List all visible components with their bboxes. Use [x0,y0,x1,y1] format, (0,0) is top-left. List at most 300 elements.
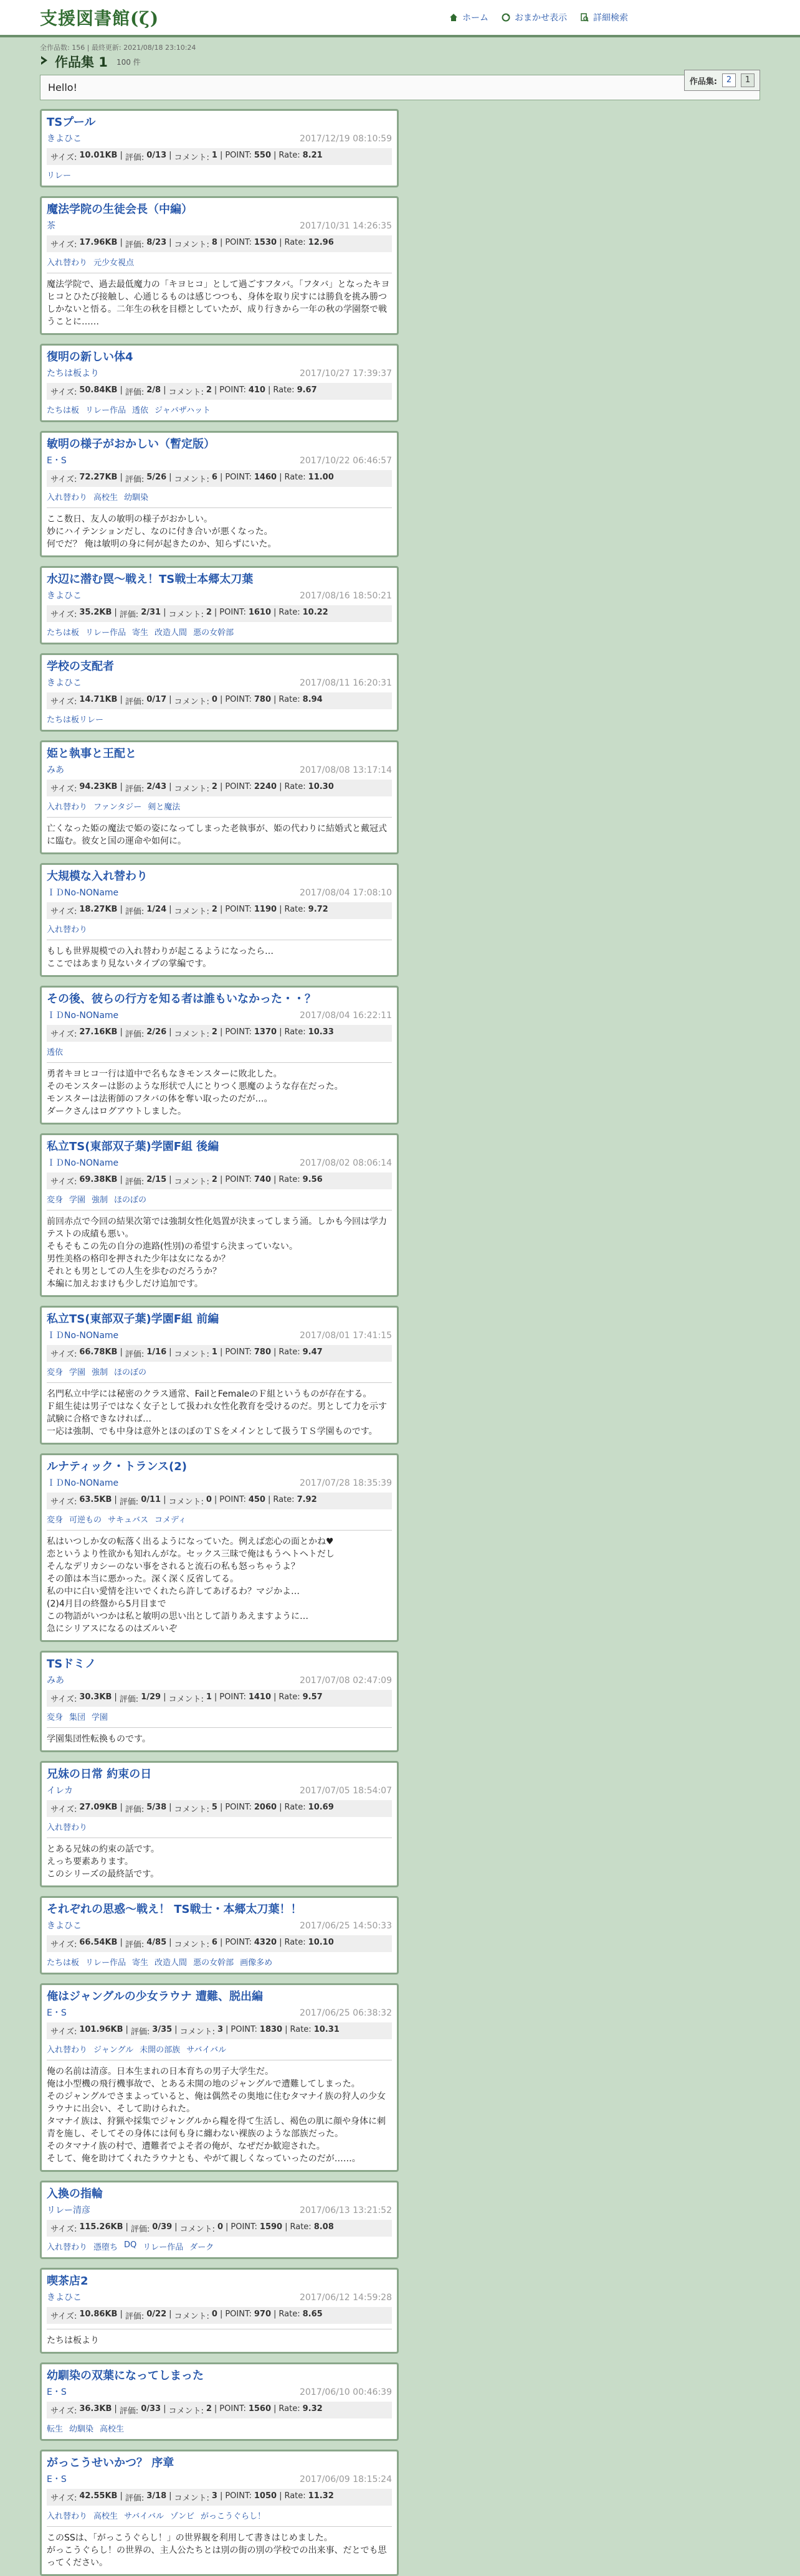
tag-link[interactable]: ファンタジー [93,803,142,812]
search-icon [579,12,589,22]
size-label: サイズ: [50,785,77,794]
entry-comments: 5 [211,1803,217,1812]
size-label: サイズ: [50,2494,77,2503]
point-label: POINT: [219,1495,246,1504]
tag-link[interactable]: ダーク [189,2243,214,2252]
stat-separator: | [219,238,223,247]
entry-date: 2017/06/12 14:59:28 [299,2293,392,2303]
stat-separator: | [163,385,166,395]
entry-rating: 1/16 [146,1347,167,1357]
tag-link[interactable]: 変身 [47,1368,64,1377]
entry-title-link[interactable]: がっこうせいかつ？ 序章 [47,2456,174,2470]
entry-date: 2017/10/31 14:26:35 [299,221,392,231]
size-label: サイズ: [50,475,77,484]
tag-link[interactable]: 改造人間 [155,628,188,638]
stat-separator: | [219,1027,223,1037]
entry-title-link[interactable]: TSドミノ [47,1658,97,1671]
stat-separator: | [114,608,117,617]
tag-link[interactable]: たちは板 [47,406,80,415]
tag-link[interactable]: 悪の女幹部 [193,1958,234,1968]
rate-label: Rate: [290,2025,312,2034]
tag-link[interactable]: 可逆もの [69,1516,102,1525]
tag-link[interactable]: 学園 [69,1368,86,1377]
tag-link[interactable]: ほのぼの [114,1368,147,1377]
entry-byline [47,219,392,232]
entry-title-link[interactable]: 私立TS(東部双子葉)学園F組 前編 [47,1313,219,1326]
entry-rating: 5/38 [146,1803,167,1812]
point-label: POINT: [225,905,252,914]
stat-separator: | [120,905,123,914]
entry-date: 2017/08/01 17:41:15 [299,1331,392,1341]
entry-stats [47,1800,392,1817]
entry-rate: 8.08 [313,2222,334,2232]
tag-link[interactable]: 改造人間 [155,1958,188,1968]
entry-comments: 0 [211,2309,217,2319]
tag-link[interactable]: 寄生 [132,1958,149,1968]
stat-separator: | [274,695,277,704]
entry-card [40,196,399,335]
entry-stats [47,902,392,919]
entry-date: 2017/07/08 02:47:09 [299,1676,392,1686]
tag-link[interactable]: 透依 [47,1048,64,1057]
entry-title-link[interactable]: 魔法学院の生徒会長（中編） [47,203,193,216]
tag-link[interactable]: 画像多め [240,1958,273,1968]
stat-separator: | [279,1938,282,1947]
tag-link[interactable]: サバイバル [186,2045,227,2055]
entry-byline [47,676,392,689]
entry-rating: 2/43 [146,782,167,791]
stat-separator: | [125,2222,128,2232]
entry-author[interactable]: たちは板より [47,369,99,379]
entry-description: もしも世界規模での入れ替わりが起こるようになったら… ここではあまり見ないタイプの掌編です。 [47,940,392,970]
tag-link[interactable]: リレー [47,171,72,181]
tag-link[interactable]: 入れ替わり [47,803,88,812]
tag-link[interactable]: ほのぼの [114,1196,147,1205]
entry-point: 4320 [254,1938,277,1947]
tag-link[interactable]: リレー作品 [85,1958,126,1968]
stat-separator: | [279,1027,282,1037]
stat-separator: | [125,2025,128,2034]
stat-separator: | [279,473,282,482]
tag-link[interactable]: たちは板リレー [47,715,104,725]
entry-stats [47,2489,392,2506]
entry-size: 14.71KB [79,695,118,704]
stat-separator: | [219,2309,223,2319]
tag-link[interactable]: 透依 [132,406,149,415]
entry-title-link[interactable]: TSプール [47,116,96,129]
entry-rate: 9.67 [297,385,317,395]
entry-card [40,1651,399,1752]
entry-rate: 11.00 [308,473,334,482]
entry-title-link[interactable]: 兄妹の日常 約束の日 [47,1768,152,1781]
entry-rating: 1/24 [146,905,167,914]
entry-author[interactable]: ＩＤNo-NOName [47,1011,119,1021]
entry-card [40,986,399,1125]
entry-rating: 0/39 [152,2222,173,2232]
entry-rate: 8.21 [302,151,323,160]
entry-point: 1830 [259,2025,283,2034]
meta-line: 全作品数: 156 | 最終更新: 2021/08/18 23:10:24 [40,44,196,52]
entry-title-link[interactable]: 俺はジャングルの少女ラウナ 遭難、脱出編 [47,1990,264,2003]
tag-link[interactable]: 幼馴染 [124,493,149,502]
entry-comments: 2 [211,782,217,791]
stat-separator: | [279,238,282,247]
tag-link[interactable]: 未開の部族 [140,2045,181,2055]
entry-tags [47,256,392,268]
entry-point: 1590 [259,2222,283,2232]
entry-rating: 3/18 [146,2491,167,2501]
stat-separator: | [169,905,172,914]
stat-separator: | [214,1495,217,1504]
entry-title-link[interactable]: 入換の指輪 [47,2187,103,2201]
entry-comments: 2 [211,905,217,914]
rate-label: Rate: [279,151,300,160]
announcement-box: Hello! [40,75,760,100]
tag-link[interactable]: DQ [124,2240,137,2250]
size-label: サイズ: [50,1805,77,1814]
rate-label: Rate: [279,2404,300,2413]
entry-card [40,1896,399,1974]
stat-separator: | [163,2404,166,2413]
stat-separator: | [267,385,271,395]
entry-rate: 9.57 [302,1692,323,1702]
entry-author[interactable]: イレカ [47,1786,73,1796]
comments-label: コメント: [174,475,209,484]
size-label: サイズ: [50,1940,77,1950]
entry-size: 36.3KB [79,2404,112,2413]
stat-separator: | [219,905,223,914]
stat-separator: | [169,1347,172,1357]
entry-size: 35.2KB [79,608,112,617]
entry-stats [47,692,392,709]
entry-date: 2017/08/16 18:50:21 [299,591,392,601]
rate-label: Rate: [284,1803,306,1812]
entry-comments: 1 [211,151,217,160]
entry-card [40,863,399,977]
entry-point: 1610 [248,608,272,617]
entry-stats [47,780,392,796]
entry-byline [47,454,392,466]
rating-label: 評価: [125,907,145,917]
stat-separator: | [279,2491,282,2501]
entry-author[interactable]: ＩＤNo-NOName [47,1331,119,1341]
rate-label: Rate: [284,2491,306,2501]
nav-search-link[interactable] [579,11,628,24]
tag-link[interactable]: 強制 [92,1196,108,1205]
entry-size: 66.54KB [79,1938,118,1947]
stat-separator: | [169,2309,172,2319]
entry-comments: 3 [211,2491,217,2501]
entry-point: 1190 [254,905,277,914]
entry-title-link[interactable]: 水辺に潜む罠～戦え！TS戦士本郷太刀葉 [47,573,254,586]
entry-author[interactable]: ＩＤNo-NOName [47,1478,119,1488]
entry-title-link[interactable]: 喫茶店2 [47,2275,88,2288]
tag-link[interactable]: 入れ替わり [47,2243,88,2252]
rate-label: Rate: [284,782,306,791]
tag-link[interactable]: 高校生 [93,493,118,502]
entry-size: 50.84KB [79,385,118,395]
size-label: サイズ: [50,153,77,163]
comments-label: コメント: [168,388,204,397]
stat-separator: | [219,473,223,482]
tag-link[interactable]: 集団 [69,1713,86,1722]
entry-date: 2017/06/13 13:21:52 [299,2206,392,2215]
tag-link[interactable]: 入れ替わり [47,493,88,502]
entry-comments: 2 [211,1175,217,1184]
entry-tags [47,2240,392,2252]
entry-rating: 5/26 [146,473,167,482]
tag-link[interactable]: 憑堕ち [93,2243,118,2252]
entry-author[interactable]: E・S [47,2387,67,2397]
rating-label: 評価: [125,475,145,484]
entry-rate: 7.92 [297,1495,317,1504]
tag-link[interactable]: 学園 [92,1713,108,1722]
entry-point: 2240 [254,782,277,791]
entry-date: 2017/06/25 06:38:32 [299,2008,392,2018]
entry-comments: 0 [217,2222,223,2232]
stat-separator: | [214,1692,217,1702]
stat-separator: | [120,1347,123,1357]
entry-author[interactable]: みあ [47,765,64,775]
stat-separator: | [120,385,123,395]
entry-date: 2017/07/05 18:54:07 [299,1786,392,1796]
shuffle-icon [501,12,511,22]
tag-link[interactable]: たちは板 [47,1958,80,1968]
entry-byline [47,589,392,602]
tag-link[interactable]: 入れ替わり [47,2512,88,2521]
stat-separator: | [214,608,217,617]
entry-rating: 0/13 [146,151,167,160]
entry-title-link[interactable]: その後、彼らの行方を知る者は誰もいなかった・・？ [47,993,316,1006]
entry-title-link[interactable]: 私立TS(東部双子葉)学園F組 後編 [47,1140,219,1153]
point-label: POINT: [219,1692,246,1702]
entry-stats [47,470,392,487]
tag-link[interactable]: 変身 [47,1713,64,1722]
stat-separator: | [219,2491,223,2501]
tag-link[interactable]: たちは板 [47,628,80,638]
entry-description: 勇者キヨヒコ一行は道中で名もなきモンスターに敗北した。 そのモンスターは影のような形状で人にとりつく悪魔のような存在だった。 モンスターは法術師のフタバの体を奪い取ったのだが…。 ダークさんはログアウトしました。 [47,1062,392,1118]
entry-author[interactable]: きよひこ [47,678,82,688]
tag-link[interactable]: リレー作品 [85,406,126,415]
entry-title-link[interactable]: それぞれの思惑～戦え！ TS戦士・本郷太刀葉！！ [47,1903,302,1916]
page-2-button[interactable]: 2 [722,73,736,87]
rating-label: 評価: [125,1030,145,1039]
tag-link[interactable]: 変身 [47,1516,64,1525]
chevron-right-icon [40,55,49,68]
entry-title-link[interactable]: 姫と執事と王配と [47,747,136,760]
entry-byline [47,1784,392,1796]
comments-label: コメント: [168,2407,204,2416]
entry-byline [47,1156,392,1169]
point-label: POINT: [225,1803,252,1812]
tag-link[interactable]: 高校生 [100,2425,125,2434]
rating-label: 評価: [119,610,139,620]
tag-link[interactable]: 幼馴染 [69,2425,94,2434]
entry-size: 42.55KB [79,2491,118,2501]
tag-link[interactable]: 強制 [92,1368,108,1377]
entry-author[interactable]: リレー清彦 [47,2206,90,2215]
entry-point: 970 [254,2309,272,2319]
stat-separator: | [219,1938,223,1947]
entry-tags [47,491,392,502]
stat-separator: | [169,1175,172,1184]
size-label: サイズ: [50,1030,77,1039]
entry-rating: 3/35 [152,2025,173,2034]
section-header [40,51,760,72]
stat-separator: | [279,782,282,791]
tag-link[interactable]: ジャバザハット [155,406,211,415]
tag-link[interactable]: サキュバス [108,1516,149,1525]
point-label: POINT: [225,473,252,482]
tag-link[interactable]: サバイバル [124,2512,164,2521]
entry-author[interactable]: ＩＤNo-NOName [47,888,119,898]
entry-date: 2017/12/19 08:10:59 [299,134,392,144]
rate-label: Rate: [279,1347,300,1357]
entry-description: たちは板より [47,2329,392,2347]
entry-description: 前回赤点で今回の結果次第では強制女性化処置が決まってしまう涌。しかも今回は学力テストの成績も悪い。 そもそもこの先の自分の進路(性別)の希望すら決まっていない。 男性美格の格印を押された少年は女になるか？ それとも男としての人生を歩むのだろうか？ 本編に加えおまけも少しだけ追加です。 [47,1210,392,1290]
entry-comments: 3 [217,2025,223,2034]
nav-home-link[interactable] [449,11,488,24]
stat-separator: | [169,238,172,247]
stat-separator: | [174,2222,178,2232]
comments-label: コメント: [174,2312,209,2321]
tag-link[interactable]: 寄生 [132,628,149,638]
entry-tags [47,2422,392,2434]
entry-comments: 1 [206,1692,212,1702]
stat-separator: | [120,1027,123,1037]
stat-separator: | [226,2025,229,2034]
entry-card [40,1133,399,1297]
entry-point: 740 [254,1175,272,1184]
entry-author[interactable]: きよひこ [47,1921,82,1931]
entry-title-link[interactable]: 学校の支配者 [47,660,114,673]
point-label: POINT: [225,151,252,160]
top-nav [449,11,628,24]
entry-description: 名門私立中学には秘密のクラス通常、FailとFemaleのＦ組というものが存在する。 Ｆ組生徒は男子ではなく女子として扱われ女性化教育を受けるのだ。男として力を示す試験に合格できなければ… 一応は強制、でも中身は意外とほのぼのＴＳをメインとして扱うＴＳ学園ものです。 [47,1382,392,1438]
tag-link[interactable]: コメディ [155,1516,187,1525]
entry-title-link[interactable]: 大規模な入れ替わり [47,870,148,883]
point-label: POINT: [225,2309,252,2319]
entry-date: 2017/06/25 14:50:33 [299,1921,392,1931]
entry-comments: 2 [211,1027,217,1037]
point-label: POINT: [225,1027,252,1037]
entry-size: 18.27KB [79,905,118,914]
point-label: POINT: [219,2404,246,2413]
stat-separator: | [120,473,123,482]
size-label: サイズ: [50,240,77,250]
entry-size: 27.16KB [79,1027,118,1037]
stat-separator: | [169,473,172,482]
entry-stats [47,605,392,622]
entry-rate: 10.69 [308,1803,334,1812]
entry-size: 72.27KB [79,473,118,482]
rating-label: 評価: [130,2027,150,2037]
entry-author[interactable]: きよひこ [47,134,82,144]
size-label: サイズ: [50,1695,77,1704]
tag-link[interactable]: 入れ替わり [47,258,88,268]
tag-link[interactable]: 剣と魔法 [148,803,181,812]
tag-link[interactable]: 悪の女幹部 [193,628,234,638]
tag-link[interactable]: がっこうぐらし！ [201,2512,266,2521]
rate-label: Rate: [284,238,306,247]
entry-rating: 2/8 [146,385,161,395]
entry-date: 2017/06/10 00:46:39 [299,2387,392,2397]
entry-description: 学園集団性転換ものです。 [47,1727,392,1745]
comments-label: コメント: [174,1940,209,1950]
entry-size: 69.38KB [79,1175,118,1184]
entry-rating: 0/17 [146,695,167,704]
entry-title-link[interactable]: ルナティック・トランス(2) [47,1460,187,1473]
point-label: POINT: [225,695,252,704]
rate-label: Rate: [279,695,300,704]
entry-description: 魔法学院で、過去最低魔力の「キヨヒコ」として過ごすフタバ。「フタバ」となったキヨヒコとひたび接触し、心通じるものは感じつつも、身体を取り戻すには勝負を挑み勝つしかないと悟る。二年生の秋を目標としていたが、成り行きから一年の秋の学園祭で戦うことに…… [47,273,392,328]
comments-label: コメント: [174,240,209,250]
entry-author[interactable]: E・S [47,456,67,466]
entry-comments: 0 [206,1495,212,1504]
size-label: サイズ: [50,2407,77,2416]
tag-link[interactable]: 入れ替わり [47,1823,88,1833]
stat-separator: | [226,2222,229,2232]
entry-date: 2017/08/04 16:22:11 [299,1011,392,1021]
tag-link[interactable]: リレー作品 [85,628,126,638]
entry-title-link[interactable]: 復明の新しい体4 [47,351,133,364]
comments-label: コメント: [174,697,209,707]
tag-link[interactable]: 入れ替わり [47,2045,88,2055]
site-title[interactable]: 支援図書館(ζ) [40,8,160,29]
entry-author[interactable]: みあ [47,1676,64,1686]
tag-link[interactable]: 学園 [69,1196,86,1205]
page-1-button[interactable]: 1 [741,73,755,87]
entry-title-link[interactable]: 敏明の様子がおかしい（暫定版） [47,438,215,451]
entry-stats [47,2307,392,2324]
tag-link[interactable]: 変身 [47,1196,64,1205]
tag-link[interactable]: リレー作品 [143,2243,184,2252]
tag-link[interactable]: 高校生 [93,2512,118,2521]
tag-link[interactable]: 元少女視点 [93,258,135,268]
tag-link[interactable]: ゾンビ [170,2512,195,2521]
stat-separator: | [219,1347,223,1357]
comments-label: コメント: [174,785,209,794]
tag-link[interactable]: 転生 [47,2425,64,2434]
stat-separator: | [219,1175,223,1184]
stat-separator: | [274,1175,277,1184]
entry-tags [47,713,392,725]
entry-author[interactable]: E・S [47,2475,67,2484]
tag-link[interactable]: 入れ替わり [47,925,88,935]
entry-card [40,1306,399,1445]
entry-author[interactable]: きよひこ [47,591,82,601]
entry-byline [47,2204,392,2216]
entry-title-link[interactable]: 幼馴染の双葉になってしまった [47,2369,204,2382]
tag-link[interactable]: ジャングル [93,2045,134,2055]
entry-size: 94.23KB [79,782,118,791]
stat-separator: | [114,1692,117,1702]
entry-author[interactable]: ＩＤNo-NOName [47,1158,119,1168]
stat-separator: | [285,2025,288,2034]
nav-random-link[interactable] [501,11,567,24]
entry-author[interactable]: きよひこ [47,2293,82,2303]
stat-separator: | [219,782,223,791]
comments-label: コメント: [179,2027,215,2037]
rate-label: Rate: [273,385,295,395]
entry-author[interactable]: E・S [47,2008,67,2018]
entry-tags [47,1710,392,1722]
section-count: 100 件 [116,57,141,67]
stat-separator: | [120,151,123,160]
entry-comments: 2 [206,2404,212,2413]
stat-separator: | [163,1692,166,1702]
entry-author[interactable]: 茶 [47,221,55,231]
